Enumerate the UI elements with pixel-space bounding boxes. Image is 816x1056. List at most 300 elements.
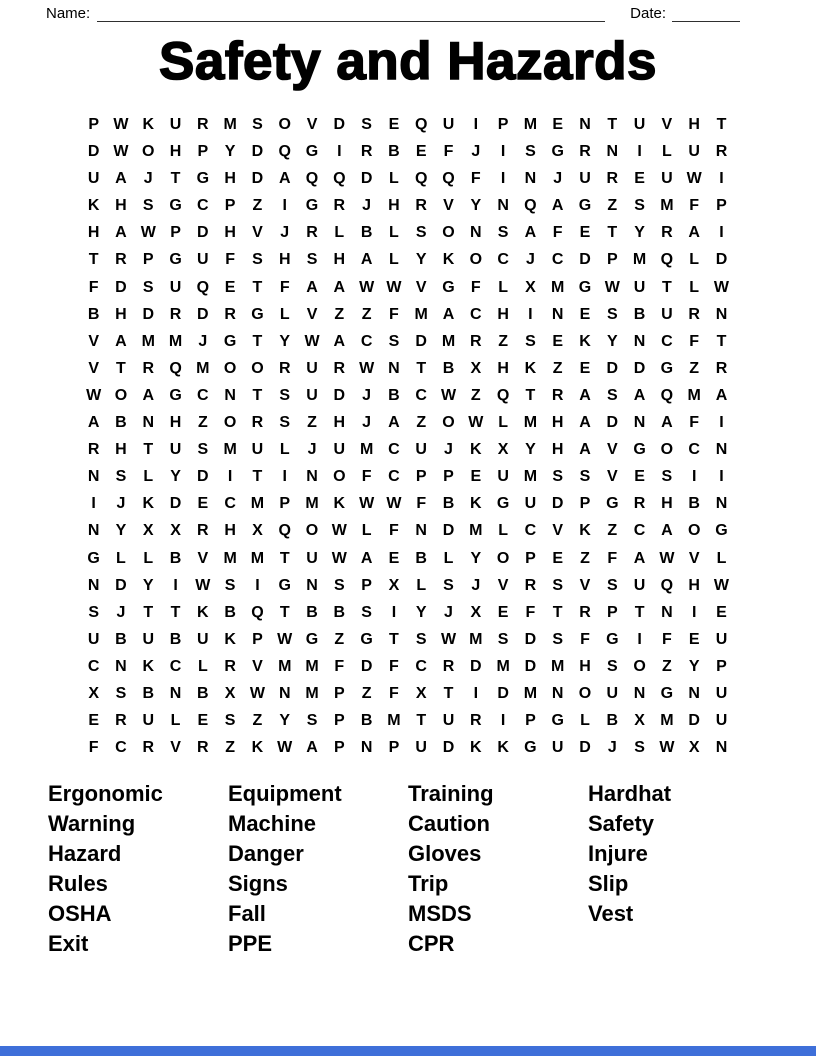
page-title: Safety and Hazards [159, 32, 657, 91]
grid-letter: C [415, 386, 427, 404]
grid-letter: L [689, 251, 700, 269]
grid-letter: N [551, 684, 564, 702]
word-list-item: Signs [228, 871, 288, 896]
grid-letter: A [306, 739, 318, 757]
grid-letter: U [442, 116, 455, 133]
grid-letter: M [469, 630, 483, 648]
grid-letter: B [87, 305, 100, 323]
grid-letter: W [713, 576, 730, 594]
grid-letter: M [496, 657, 510, 675]
grid-letter: S [361, 603, 372, 621]
grid-letter: U [715, 684, 728, 702]
grid-letter: I [91, 495, 96, 513]
grid-letter: K [470, 739, 482, 757]
grid-letter: W [359, 495, 375, 513]
grid-letter: P [142, 251, 154, 269]
word-list-item: Safety [588, 811, 655, 836]
grid-letter: S [634, 197, 645, 215]
grid-letter: X [470, 603, 482, 621]
grid-letter: B [333, 603, 346, 621]
grid-letter: C [87, 657, 100, 675]
grid-letter: D [333, 386, 346, 404]
grid-letter: T [416, 712, 427, 730]
grid-letter: F [689, 197, 700, 215]
grid-letter: P [279, 495, 291, 513]
grid-letter: D [688, 712, 700, 730]
grid-letter: W [140, 224, 156, 242]
grid-letter: J [143, 170, 153, 188]
grid-letter: D [115, 576, 127, 594]
grid-letter: L [279, 305, 290, 323]
grid-letter: D [442, 739, 455, 757]
grid-letter: O [496, 549, 510, 567]
grid-letter: G [251, 305, 264, 323]
grid-letter: T [443, 684, 454, 702]
grid-letter: W [659, 739, 675, 757]
grid-letter: F [225, 251, 236, 269]
grid-letter: N [661, 603, 673, 621]
grid-letter: M [414, 305, 428, 323]
grid-letter: P [606, 251, 618, 269]
grid-letter: U [306, 549, 318, 567]
grid-letter: C [497, 251, 509, 269]
grid-letter: L [416, 576, 427, 594]
grid-letter: W [277, 630, 293, 648]
grid-letter: U [197, 251, 209, 269]
word-list-item: Equipment [228, 781, 342, 806]
grid-letter: M [551, 657, 565, 675]
grid-letter: Q [442, 170, 455, 188]
grid-letter: L [279, 441, 290, 459]
grid-letter: N [524, 170, 537, 188]
grid-letter: E [716, 603, 727, 621]
grid-letter: W [386, 278, 402, 296]
grid-letter: P [525, 549, 536, 567]
grid-letter: U [142, 630, 155, 648]
grid-letter: R [197, 739, 209, 757]
grid-letter: Z [416, 414, 427, 432]
grid-letter: R [169, 305, 182, 323]
grid-letter: Z [252, 197, 263, 215]
grid-letter: N [142, 414, 155, 432]
grid-letter: Z [470, 386, 481, 404]
grid-letter: B [442, 495, 455, 513]
grid-letter: M [687, 386, 701, 404]
grid-letter: T [252, 468, 263, 486]
grid-letter: L [389, 251, 399, 269]
grid-letter: O [223, 359, 237, 377]
grid-letter: Q [660, 576, 674, 594]
grid-letter: L [498, 414, 508, 432]
grid-letter: Y [634, 224, 645, 242]
name-blank-line [97, 6, 605, 22]
grid-letter: A [579, 441, 591, 459]
grid-letter: K [579, 332, 591, 350]
grid-letter: I [473, 684, 479, 702]
word-list-item: CPR [408, 931, 455, 956]
grid-letter: A [524, 224, 537, 242]
grid-letter: O [442, 414, 455, 432]
grid-letter: D [197, 305, 209, 323]
grid-letter: M [523, 414, 538, 432]
grid-letter: A [333, 278, 346, 296]
grid-letter: N [87, 522, 100, 540]
grid-letter: Z [361, 305, 372, 323]
grid-letter: K [579, 522, 591, 540]
grid-letter: G [578, 278, 592, 296]
grid-letter: W [440, 386, 457, 404]
grid-letter: S [415, 224, 427, 242]
grid-letter: H [688, 116, 700, 133]
grid-letter: V [606, 468, 618, 486]
grid-letter: N [169, 684, 182, 702]
grid-letter: M [660, 197, 674, 215]
grid-letter: S [224, 576, 236, 594]
grid-letter: B [306, 603, 318, 621]
grid-letter: N [278, 684, 291, 702]
grid-letter: T [170, 170, 181, 188]
grid-letter: Q [305, 170, 319, 188]
grid-letter: Y [279, 332, 291, 350]
grid-letter: P [388, 739, 400, 757]
grid-letter: I [500, 712, 506, 730]
grid-letter: M [387, 712, 401, 730]
grid-letter: M [223, 116, 237, 133]
grid-letter: Q [278, 522, 291, 540]
grid-letter: I [473, 116, 479, 133]
grid-letter: I [691, 603, 697, 621]
grid-letter: W [113, 116, 129, 133]
grid-letter: L [143, 549, 154, 567]
grid-letter: A [278, 170, 291, 188]
grid-letter: L [361, 522, 372, 540]
grid-letter: D [579, 739, 591, 757]
grid-letter: M [223, 549, 237, 567]
grid-letter: D [251, 143, 264, 161]
grid-letter: Q [169, 359, 182, 377]
grid-letter: T [389, 630, 399, 648]
grid-letter: S [634, 739, 645, 757]
grid-letter: F [389, 684, 399, 702]
grid-letter: J [362, 386, 372, 404]
grid-letter: L [197, 657, 208, 675]
grid-letter: W [249, 684, 265, 702]
grid-letter: U [142, 712, 155, 730]
grid-letter: D [606, 414, 619, 432]
grid-letter: C [388, 441, 400, 459]
grid-letter: F [580, 630, 590, 648]
grid-letter: U [497, 468, 509, 486]
grid-letter: S [415, 630, 427, 648]
letter-grid [80, 111, 735, 761]
grid-letter: B [606, 712, 619, 730]
grid-letter: R [715, 143, 728, 161]
name-label: Name: [46, 5, 91, 22]
grid-letter: R [715, 359, 728, 377]
grid-letter: A [142, 386, 155, 404]
grid-letter: C [169, 657, 182, 675]
word-list-item: Caution [408, 811, 490, 836]
grid-letter: J [362, 197, 372, 215]
grid-letter: Y [279, 712, 291, 730]
grid-letter: U [551, 739, 564, 757]
grid-letter: B [442, 359, 455, 377]
grid-letter: P [443, 468, 454, 486]
grid-letter: E [634, 170, 645, 188]
grid-letter: O [660, 441, 674, 459]
grid-letter: T [116, 359, 126, 377]
grid-letter: R [278, 359, 291, 377]
grid-letter: A [661, 414, 673, 432]
grid-letter: S [224, 712, 236, 730]
grid-letter: U [633, 278, 646, 296]
grid-letter: R [415, 197, 427, 215]
grid-letter: F [88, 739, 99, 757]
grid-letter: D [606, 359, 619, 377]
grid-letter: K [142, 495, 155, 513]
grid-letter: P [716, 657, 727, 675]
grid-letter: F [389, 657, 399, 675]
grid-letter: A [442, 305, 455, 323]
grid-letter: G [196, 170, 210, 188]
grid-letter: M [523, 116, 538, 133]
grid-letter: Q [524, 197, 537, 215]
grid-letter: S [552, 630, 564, 648]
grid-letter: D [360, 657, 373, 675]
grid-letter: K [470, 495, 482, 513]
grid-letter: N [360, 739, 373, 757]
grid-letter: R [333, 197, 346, 215]
grid-letter: L [498, 278, 508, 296]
grid-letter: H [115, 197, 127, 215]
grid-letter: X [634, 712, 645, 730]
grid-letter: L [334, 224, 345, 242]
grid-letter: G [305, 143, 319, 161]
grid-letter: L [389, 224, 399, 242]
grid-letter: V [252, 224, 263, 242]
grid-letter: H [551, 414, 564, 432]
grid-letter: H [497, 359, 509, 377]
grid-letter: U [415, 739, 427, 757]
grid-letter: A [633, 386, 646, 404]
grid-letter: X [224, 684, 236, 702]
grid-letter: G [442, 278, 455, 296]
grid-letter: T [252, 278, 263, 296]
grid-letter: M [278, 657, 292, 675]
grid-letter: S [115, 468, 127, 486]
grid-letter: G [169, 197, 182, 215]
grid-letter: F [361, 468, 372, 486]
grid-letter: T [416, 359, 427, 377]
grid-letter: L [170, 712, 181, 730]
grid-letter: U [688, 143, 700, 161]
grid-letter: G [223, 332, 237, 350]
grid-letter: S [606, 305, 618, 323]
grid-letter: E [579, 359, 591, 377]
grid-letter: G [551, 712, 564, 730]
grid-letter: B [197, 684, 209, 702]
grid-letter: R [197, 116, 209, 133]
grid-letter: H [224, 224, 236, 242]
grid-letter: Q [496, 386, 510, 404]
grid-letter: W [386, 495, 402, 513]
grid-letter: D [169, 495, 182, 513]
word-list-item: OSHA [48, 901, 112, 926]
grid-letter: V [170, 739, 181, 757]
grid-letter: F [389, 305, 399, 323]
grid-letter: J [362, 414, 372, 432]
grid-letter: S [142, 197, 154, 215]
grid-letter: W [331, 522, 347, 540]
grid-letter: S [552, 576, 564, 594]
grid-letter: F [443, 143, 454, 161]
grid-letter: A [388, 414, 400, 432]
grid-letter: H [169, 143, 182, 161]
grid-letter: D [442, 522, 455, 540]
grid-letter: N [306, 468, 318, 486]
grid-letter: D [115, 278, 127, 296]
grid-letter: H [333, 251, 346, 269]
grid-letter: P [224, 197, 236, 215]
grid-letter: R [224, 305, 236, 323]
grid-letter: Q [414, 170, 428, 188]
grid-letter: C [633, 522, 646, 540]
grid-letter: R [579, 603, 591, 621]
grid-letter: P [716, 197, 727, 215]
grid-letter: A [633, 549, 646, 567]
grid-letter: T [143, 441, 154, 459]
grid-letter: W [686, 170, 702, 188]
grid-letter: P [497, 116, 509, 133]
grid-letter: U [715, 712, 728, 730]
grid-letter: C [688, 441, 700, 459]
grid-letter: G [305, 630, 319, 648]
grid-letter: E [579, 305, 591, 323]
grid-letter: J [471, 576, 481, 594]
grid-letter: B [415, 549, 427, 567]
grid-letter: T [279, 603, 290, 621]
grid-letter: E [497, 603, 509, 621]
grid-letter: P [197, 143, 209, 161]
grid-letter: N [415, 522, 427, 540]
grid-letter: Q [660, 251, 674, 269]
grid-letter: Z [307, 414, 317, 432]
grid-letter: V [252, 657, 263, 675]
grid-letter: E [552, 116, 564, 133]
grid-letter: V [197, 549, 209, 567]
grid-letter: I [227, 468, 233, 486]
grid-letter: Z [607, 522, 618, 540]
grid-letter: L [498, 522, 508, 540]
grid-letter: T [607, 116, 618, 133]
grid-letter: F [470, 278, 481, 296]
grid-letter: I [500, 170, 506, 188]
word-list-item: Exit [48, 931, 89, 956]
grid-letter: Z [661, 657, 672, 675]
grid-letter: F [389, 522, 399, 540]
grid-letter: N [715, 495, 728, 513]
grid-letter: M [359, 441, 374, 459]
grid-letter: S [361, 116, 372, 133]
word-list-item: PPE [228, 931, 273, 956]
grid-letter: O [469, 251, 483, 269]
footer-accent-bar [0, 1046, 816, 1056]
grid-letter: A [115, 170, 127, 188]
grid-letter: D [470, 657, 482, 675]
word-list-item: Rules [48, 871, 108, 896]
grid-letter: U [633, 576, 646, 594]
grid-letter: E [415, 143, 427, 161]
grid-letter: G [551, 143, 564, 161]
grid-letter: U [333, 441, 346, 459]
grid-letter: L [580, 712, 590, 730]
grid-letter: N [470, 224, 482, 242]
grid-letter: Y [142, 576, 154, 594]
grid-letter: K [142, 116, 155, 133]
grid-letter: N [715, 739, 728, 757]
grid-letter: I [391, 603, 397, 621]
grid-letter: D [579, 251, 591, 269]
grid-letter: V [552, 522, 564, 540]
grid-letter: W [604, 278, 620, 296]
grid-letter: I [255, 576, 260, 594]
grid-letter: K [142, 657, 155, 675]
word-list-item: Danger [228, 841, 304, 866]
grid-letter: G [715, 522, 728, 540]
grid-letter: A [579, 414, 591, 432]
grid-letter: R [360, 143, 373, 161]
grid-letter: T [279, 549, 290, 567]
grid-letter: A [115, 332, 127, 350]
grid-letter: E [224, 278, 236, 296]
grid-letter: W [359, 359, 375, 377]
grid-letter: T [716, 116, 727, 133]
grid-letter: Y [470, 197, 482, 215]
grid-letter: S [279, 414, 291, 432]
word-list-column [48, 779, 228, 959]
grid-letter: D [633, 359, 646, 377]
grid-letter: T [552, 603, 563, 621]
grid-letter: V [606, 441, 618, 459]
grid-letter: D [551, 495, 564, 513]
grid-letter: F [470, 170, 481, 188]
grid-letter: O [687, 522, 701, 540]
grid-letter: W [277, 739, 293, 757]
grid-letter: B [388, 143, 400, 161]
grid-letter: M [523, 468, 538, 486]
grid-letter: R [251, 414, 264, 432]
grid-letter: S [606, 386, 618, 404]
grid-letter: B [169, 549, 182, 567]
grid-letter: B [142, 684, 155, 702]
grid-letter: U [524, 495, 537, 513]
grid-letter: A [306, 278, 318, 296]
grid-letter: I [719, 414, 724, 432]
grid-letter: R [524, 576, 537, 594]
grid-letter: A [715, 386, 728, 404]
grid-letter: E [197, 712, 209, 730]
grid-letter: P [333, 684, 345, 702]
grid-letter: I [637, 143, 642, 161]
grid-letter: F [607, 549, 618, 567]
grid-letter: D [197, 224, 209, 242]
grid-letter: Q [414, 116, 428, 133]
grid-letter: P [606, 603, 618, 621]
grid-letter: H [115, 441, 127, 459]
grid-letter: E [388, 549, 400, 567]
grid-letter: V [88, 332, 99, 350]
grid-letter: G [524, 739, 537, 757]
